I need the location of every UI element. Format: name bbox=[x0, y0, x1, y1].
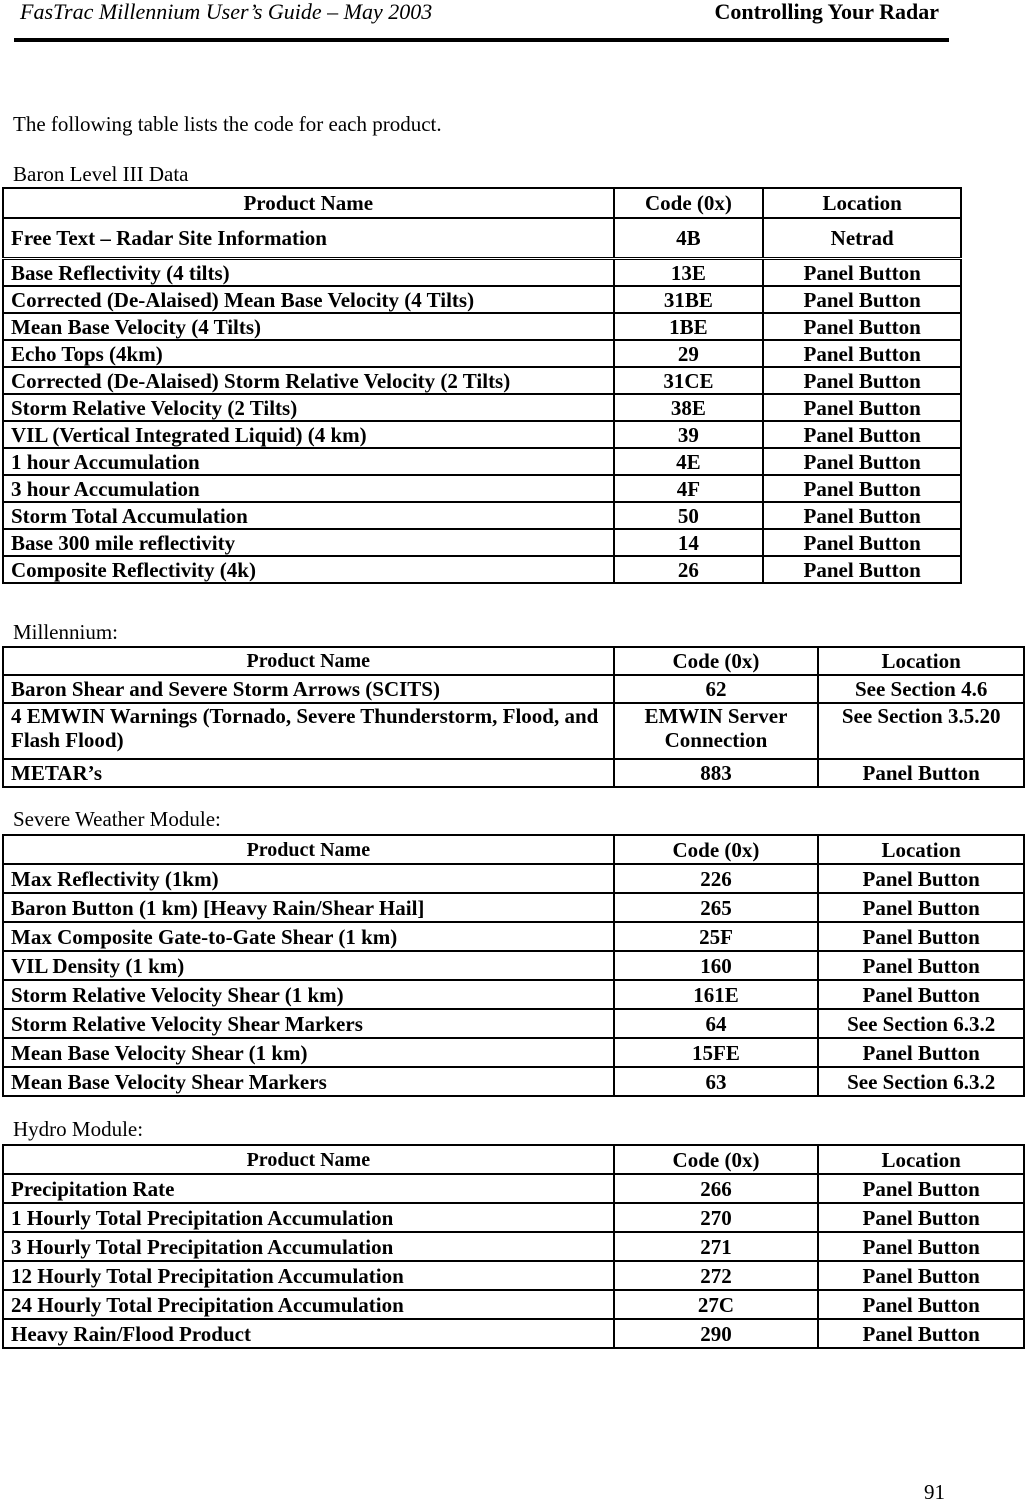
location-cell: Panel Button bbox=[763, 259, 961, 287]
product-name-cell: 3 hour Accumulation bbox=[3, 475, 614, 502]
product-name-cell: Corrected (De-Alaised) Storm Relative Velocity (2 Tilts) bbox=[3, 367, 614, 394]
location-cell: See Section 6.3.2 bbox=[818, 1009, 1024, 1038]
code-cell: 64 bbox=[614, 1009, 819, 1038]
location-cell: Panel Button bbox=[818, 759, 1024, 787]
severe-caption: Severe Weather Module: bbox=[13, 807, 221, 831]
location-cell: Panel Button bbox=[763, 313, 961, 340]
location-cell: Panel Button bbox=[818, 1174, 1024, 1203]
code-cell: 14 bbox=[614, 529, 764, 556]
product-name-cell: Free Text – Radar Site Information bbox=[3, 218, 614, 259]
table-row bbox=[3, 703, 1024, 759]
hydro-caption: Hydro Module: bbox=[13, 1117, 144, 1141]
product-name-cell: 24 Hourly Total Precipitation Accumulation bbox=[3, 1290, 614, 1319]
page-number: 91 bbox=[924, 1480, 945, 1504]
code-cell: 883 bbox=[614, 759, 819, 787]
table-row bbox=[3, 1174, 1024, 1203]
baron-caption: Baron Level III Data bbox=[13, 162, 189, 186]
baron-table bbox=[2, 187, 962, 584]
table-row bbox=[3, 502, 961, 529]
location-cell: Panel Button bbox=[818, 1232, 1024, 1261]
column-header-location: Location bbox=[818, 1145, 1024, 1174]
location-cell: Panel Button bbox=[763, 556, 961, 583]
table-row bbox=[3, 475, 961, 502]
column-header-product-name: Product Name bbox=[3, 1145, 614, 1174]
page-header bbox=[14, 0, 949, 42]
code-cell: 25F bbox=[614, 922, 819, 951]
product-name-cell: 1 Hourly Total Precipitation Accumulation bbox=[3, 1203, 614, 1232]
severe-table bbox=[2, 834, 1025, 1097]
product-name-cell: 3 Hourly Total Precipitation Accumulation bbox=[3, 1232, 614, 1261]
product-name-cell: Mean Base Velocity (4 Tilts) bbox=[3, 313, 614, 340]
table-row bbox=[3, 367, 961, 394]
location-cell: Panel Button bbox=[763, 394, 961, 421]
product-name-cell: VIL (Vertical Integrated Liquid) (4 km) bbox=[3, 421, 614, 448]
code-cell: 4F bbox=[614, 475, 764, 502]
product-name-cell: Max Composite Gate-to-Gate Shear (1 km) bbox=[3, 922, 614, 951]
product-name-cell: Heavy Rain/Flood Product bbox=[3, 1319, 614, 1348]
location-cell: See Section 4.6 bbox=[818, 675, 1024, 703]
location-cell: Panel Button bbox=[763, 502, 961, 529]
location-cell: Panel Button bbox=[763, 367, 961, 394]
table-row bbox=[3, 951, 1024, 980]
column-header-code: Code (0x) bbox=[614, 835, 819, 864]
code-cell: 271 bbox=[614, 1232, 819, 1261]
column-header-code: Code (0x) bbox=[614, 647, 819, 675]
product-name-cell: 1 hour Accumulation bbox=[3, 448, 614, 475]
product-name-cell: Baron Button (1 km) [Heavy Rain/Shear Hail] bbox=[3, 893, 614, 922]
location-cell: Panel Button bbox=[818, 864, 1024, 893]
table-row bbox=[3, 340, 961, 367]
product-name-cell: Max Reflectivity (1km) bbox=[3, 864, 614, 893]
code-cell: 1BE bbox=[614, 313, 764, 340]
location-cell: Panel Button bbox=[818, 980, 1024, 1009]
code-cell: 63 bbox=[614, 1067, 819, 1096]
code-cell: 50 bbox=[614, 502, 764, 529]
column-header-location: Location bbox=[818, 835, 1024, 864]
table-row bbox=[3, 759, 1024, 787]
table-row bbox=[3, 259, 961, 287]
code-cell: 39 bbox=[614, 421, 764, 448]
millennium-caption: Millennium: bbox=[13, 620, 118, 644]
table-row bbox=[3, 218, 961, 259]
code-cell: 62 bbox=[614, 675, 819, 703]
table-row bbox=[3, 980, 1024, 1009]
code-cell: 27C bbox=[614, 1290, 819, 1319]
location-cell: Panel Button bbox=[818, 893, 1024, 922]
hydro-table bbox=[2, 1144, 1025, 1349]
location-cell: Panel Button bbox=[818, 922, 1024, 951]
location-cell: Panel Button bbox=[818, 951, 1024, 980]
code-cell: 15FE bbox=[614, 1038, 819, 1067]
location-cell: Panel Button bbox=[818, 1290, 1024, 1319]
column-header-product-name: Product Name bbox=[3, 647, 614, 675]
table-row bbox=[3, 1038, 1024, 1067]
header-chapter-title: Controlling Your Radar bbox=[714, 0, 939, 24]
product-name-cell: 4 EMWIN Warnings (Tornado, Severe Thunderstorm, Flood, and Flash Flood) bbox=[3, 703, 614, 759]
table-row bbox=[3, 1232, 1024, 1261]
product-name-cell: METAR’s bbox=[3, 759, 614, 787]
column-header-product-name: Product Name bbox=[3, 188, 614, 218]
location-cell: Netrad bbox=[763, 218, 961, 259]
table-row bbox=[3, 922, 1024, 951]
code-cell: 38E bbox=[614, 394, 764, 421]
location-cell: See Section 6.3.2 bbox=[818, 1067, 1024, 1096]
table-row bbox=[3, 1290, 1024, 1319]
product-name-cell: Mean Base Velocity Shear Markers bbox=[3, 1067, 614, 1096]
location-cell: Panel Button bbox=[763, 529, 961, 556]
product-name-cell: Mean Base Velocity Shear (1 km) bbox=[3, 1038, 614, 1067]
product-name-cell: Base 300 mile reflectivity bbox=[3, 529, 614, 556]
table-row bbox=[3, 313, 961, 340]
location-cell: Panel Button bbox=[763, 286, 961, 313]
location-cell: Panel Button bbox=[818, 1261, 1024, 1290]
code-cell: 270 bbox=[614, 1203, 819, 1232]
product-name-cell: Composite Reflectivity (4k) bbox=[3, 556, 614, 583]
table-row bbox=[3, 1067, 1024, 1096]
table-row bbox=[3, 1261, 1024, 1290]
column-header-code: Code (0x) bbox=[614, 188, 764, 218]
code-cell: 265 bbox=[614, 893, 819, 922]
column-header-product-name: Product Name bbox=[3, 835, 614, 864]
location-cell: Panel Button bbox=[763, 421, 961, 448]
table-row bbox=[3, 394, 961, 421]
product-name-cell: Storm Relative Velocity Shear Markers bbox=[3, 1009, 614, 1038]
table-row bbox=[3, 675, 1024, 703]
table-row bbox=[3, 529, 961, 556]
code-cell: 31BE bbox=[614, 286, 764, 313]
location-cell: Panel Button bbox=[818, 1203, 1024, 1232]
product-name-cell: Base Reflectivity (4 tilts) bbox=[3, 259, 614, 287]
code-cell: 4B bbox=[614, 218, 764, 259]
code-cell: 26 bbox=[614, 556, 764, 583]
product-name-cell: 12 Hourly Total Precipitation Accumulation bbox=[3, 1261, 614, 1290]
product-name-cell: Echo Tops (4km) bbox=[3, 340, 614, 367]
location-cell: See Section 3.5.20 bbox=[818, 703, 1024, 759]
product-name-cell: Storm Relative Velocity (2 Tilts) bbox=[3, 394, 614, 421]
product-name-cell: Precipitation Rate bbox=[3, 1174, 614, 1203]
intro-paragraph: The following table lists the code for each product. bbox=[13, 112, 442, 136]
product-name-cell: Baron Shear and Severe Storm Arrows (SCITS) bbox=[3, 675, 614, 703]
code-cell: 226 bbox=[614, 864, 819, 893]
table-row bbox=[3, 556, 961, 583]
table-row bbox=[3, 1009, 1024, 1038]
code-cell: 272 bbox=[614, 1261, 819, 1290]
table-row bbox=[3, 286, 961, 313]
code-cell: 160 bbox=[614, 951, 819, 980]
location-cell: Panel Button bbox=[763, 448, 961, 475]
code-cell: 4E bbox=[614, 448, 764, 475]
code-cell: 31CE bbox=[614, 367, 764, 394]
table-row bbox=[3, 421, 961, 448]
code-cell: 266 bbox=[614, 1174, 819, 1203]
code-cell: 290 bbox=[614, 1319, 819, 1348]
table-row bbox=[3, 1203, 1024, 1232]
table-row bbox=[3, 1319, 1024, 1348]
code-cell: 29 bbox=[614, 340, 764, 367]
location-cell: Panel Button bbox=[763, 340, 961, 367]
header-doc-title: FasTrac Millennium User’s Guide – May 2003 bbox=[20, 0, 433, 24]
product-name-cell: VIL Density (1 km) bbox=[3, 951, 614, 980]
product-name-cell: Storm Total Accumulation bbox=[3, 502, 614, 529]
location-cell: Panel Button bbox=[818, 1038, 1024, 1067]
column-header-location: Location bbox=[818, 647, 1024, 675]
column-header-location: Location bbox=[763, 188, 961, 218]
table-row bbox=[3, 864, 1024, 893]
table-row bbox=[3, 448, 961, 475]
code-cell: 161E bbox=[614, 980, 819, 1009]
code-cell: EMWIN Server Connection bbox=[614, 703, 819, 759]
millennium-table bbox=[2, 646, 1025, 788]
code-cell: 13E bbox=[614, 259, 764, 287]
location-cell: Panel Button bbox=[818, 1319, 1024, 1348]
location-cell: Panel Button bbox=[763, 475, 961, 502]
product-name-cell: Storm Relative Velocity Shear (1 km) bbox=[3, 980, 614, 1009]
product-name-cell: Corrected (De-Alaised) Mean Base Velocity (4 Tilts) bbox=[3, 286, 614, 313]
column-header-code: Code (0x) bbox=[614, 1145, 819, 1174]
table-row bbox=[3, 893, 1024, 922]
